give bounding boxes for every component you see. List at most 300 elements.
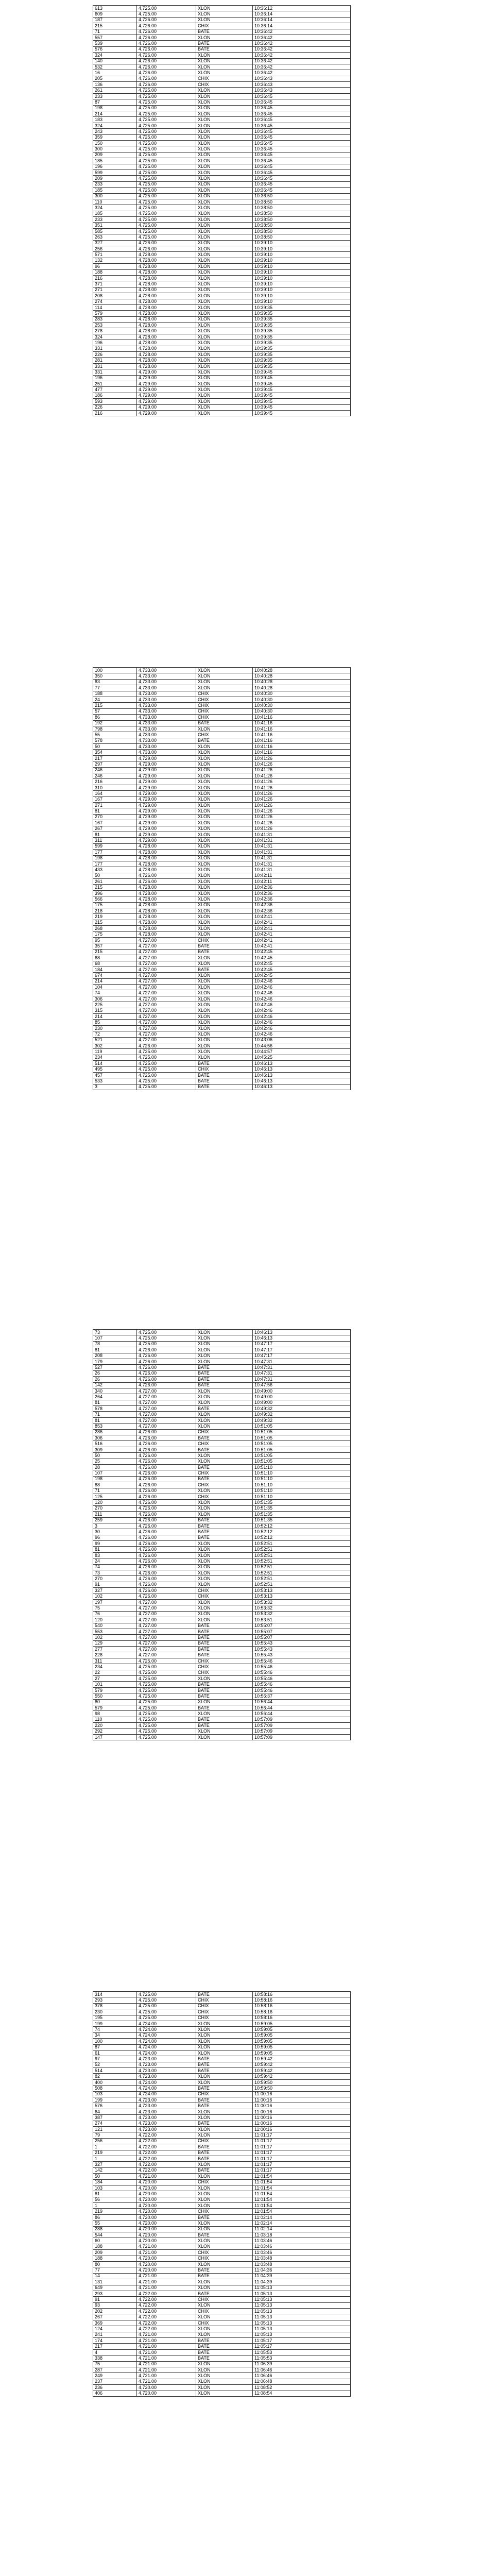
table-row <box>93 761 351 767</box>
volume-cell: 177 <box>93 850 137 855</box>
venue-cell: BATE <box>196 2068 253 2074</box>
venue-cell: XLON <box>196 820 253 826</box>
price-cell: 4,728.00 <box>137 920 196 925</box>
volume-cell: 613 <box>93 6 137 11</box>
price-cell: 4,727.00 <box>137 1020 196 1025</box>
venue-cell: BATE <box>196 1365 253 1370</box>
time-cell: 11:04:39 <box>253 2273 351 2279</box>
volume-cell: 140 <box>93 58 137 64</box>
volume-cell: 228 <box>93 1652 137 1658</box>
volume-cell: 297 <box>93 761 137 767</box>
price-cell: 4,726.00 <box>137 1382 196 1388</box>
table-row <box>93 70 351 76</box>
table-row <box>93 123 351 128</box>
time-cell: 10:59:50 <box>253 2086 351 2091</box>
time-cell: 11:03:18 <box>253 2232 351 2238</box>
venue-cell: CHIX <box>196 937 253 943</box>
price-cell: 4,725.00 <box>137 99 196 105</box>
price-cell: 4,725.00 <box>137 188 196 193</box>
volume-cell: 68 <box>93 961 137 967</box>
table-row <box>93 2162 351 2167</box>
volume-cell: 357 <box>93 943 137 949</box>
volume-cell: 544 <box>93 2232 137 2238</box>
price-cell: 4,726.00 <box>137 1494 196 1499</box>
volume-cell: 209 <box>93 2250 137 2256</box>
volume-cell: 270 <box>93 814 137 820</box>
venue-cell: XLON <box>196 990 253 996</box>
venue-cell: XLON <box>196 323 253 328</box>
volume-cell: 110 <box>93 199 137 205</box>
time-cell: 10:40:30 <box>253 703 351 708</box>
time-cell: 10:59:50 <box>253 2079 351 2085</box>
venue-cell: XLON <box>196 1394 253 1400</box>
volume-cell: 4 <box>93 2349 137 2355</box>
table-row <box>93 2309 351 2314</box>
price-cell: 4,726.00 <box>137 1512 196 1517</box>
venue-cell: CHIX <box>196 2015 253 2021</box>
price-cell: 4,729.00 <box>137 399 196 404</box>
table-row <box>93 2373 351 2379</box>
price-cell: 4,728.00 <box>137 861 196 867</box>
price-cell: 4,727.00 <box>137 1647 196 1652</box>
price-cell: 4,725.00 <box>137 1061 196 1066</box>
venue-cell: XLON <box>196 920 253 925</box>
price-cell: 4,727.00 <box>137 937 196 943</box>
table-row <box>93 1388 351 1394</box>
table-row <box>93 1453 351 1459</box>
volume-cell: 233 <box>93 93 137 99</box>
time-cell: 10:36:45 <box>253 93 351 99</box>
volume-cell: 72 <box>93 1031 137 1037</box>
venue-cell: XLON <box>196 685 253 691</box>
venue-cell: XLON <box>196 2326 253 2332</box>
time-cell: 10:55:43 <box>253 1640 351 1646</box>
venue-cell: BATE <box>196 1529 253 1535</box>
time-cell: 10:52:51 <box>253 1564 351 1570</box>
table-row <box>93 1084 351 1090</box>
volume-cell: 315 <box>93 1008 137 1013</box>
venue-cell: XLON <box>196 404 253 410</box>
table-row <box>93 1664 351 1670</box>
time-cell: 10:42:45 <box>253 955 351 961</box>
time-cell: 10:53:32 <box>253 1605 351 1611</box>
volume-cell: 34 <box>93 2032 137 2038</box>
volume-cell: 167 <box>93 820 137 826</box>
price-cell: 4,725.00 <box>137 205 196 211</box>
price-cell: 4,727.00 <box>137 967 196 972</box>
price-cell: 4,726.00 <box>137 1459 196 1464</box>
volume-cell: 557 <box>93 35 137 40</box>
price-cell: 4,733.00 <box>137 697 196 702</box>
volume-cell: 338 <box>93 2355 137 2361</box>
time-cell: 10:51:10 <box>253 1482 351 1488</box>
table-row <box>93 826 351 832</box>
table-row <box>93 1335 351 1341</box>
price-cell: 4,733.00 <box>137 720 196 726</box>
time-cell: 10:41:16 <box>253 715 351 720</box>
table-row <box>93 2320 351 2326</box>
time-cell: 10:36:45 <box>253 188 351 193</box>
venue-cell: XLON <box>196 246 253 252</box>
table-row <box>93 240 351 246</box>
volume-cell: 457 <box>93 1072 137 1078</box>
volume-cell: 96 <box>93 1535 137 1540</box>
time-cell: 10:45:25 <box>253 1055 351 1060</box>
table-row <box>93 334 351 340</box>
time-cell: 10:39:45 <box>253 410 351 416</box>
venue-cell: XLON <box>196 2379 253 2384</box>
price-cell: 4,727.00 <box>137 996 196 1002</box>
table-row <box>93 1640 351 1646</box>
price-cell: 4,733.00 <box>137 703 196 708</box>
volume-cell: 215 <box>93 920 137 925</box>
venue-cell: XLON <box>196 785 253 790</box>
table-row <box>93 996 351 1002</box>
venue-cell: CHIX <box>196 2209 253 2214</box>
table-row <box>93 176 351 181</box>
table-row <box>93 181 351 187</box>
venue-cell: XLON <box>196 2332 253 2337</box>
venue-cell: XLON <box>196 1347 253 1353</box>
time-cell: 10:57:09 <box>253 1717 351 1722</box>
price-cell: 4,728.00 <box>137 926 196 931</box>
time-cell: 11:00:16 <box>253 2097 351 2103</box>
volume-cell: 571 <box>93 252 137 258</box>
time-cell: 10:55:46 <box>253 1687 351 1693</box>
price-cell: 4,726.00 <box>137 1370 196 1376</box>
table-row <box>93 53 351 58</box>
venue-cell: BATE <box>196 2273 253 2279</box>
time-cell: 10:40:28 <box>253 679 351 685</box>
time-cell: 11:01:17 <box>253 2138 351 2144</box>
volume-cell: 270 <box>93 1505 137 1511</box>
volume-cell: 310 <box>93 785 137 790</box>
venue-cell: BATE <box>196 1072 253 1078</box>
time-cell: 10:38:50 <box>253 217 351 223</box>
table-row <box>93 29 351 35</box>
price-cell: 4,726.00 <box>137 1347 196 1353</box>
price-cell: 4,726.00 <box>137 64 196 70</box>
volume-cell: 287 <box>93 2367 137 2373</box>
venue-cell: BATE <box>196 1435 253 1441</box>
venue-cell: XLON <box>196 1512 253 1517</box>
venue-cell: XLON <box>196 393 253 398</box>
time-cell: 10:39:35 <box>253 328 351 334</box>
price-cell: 4,721.00 <box>137 2379 196 2384</box>
volume-cell: 219 <box>93 914 137 920</box>
price-cell: 4,724.00 <box>137 2050 196 2056</box>
time-cell: 10:36:45 <box>253 181 351 187</box>
time-cell: 10:53:32 <box>253 1599 351 1605</box>
venue-cell: XLON <box>196 1500 253 1505</box>
table-row <box>93 358 351 363</box>
time-cell: 11:01:17 <box>253 2150 351 2156</box>
time-cell: 10:39:35 <box>253 352 351 358</box>
time-cell: 10:36:45 <box>253 123 351 128</box>
venue-cell: XLON <box>196 961 253 967</box>
venue-cell: BATE <box>196 2355 253 2361</box>
table-row <box>93 111 351 117</box>
volume-cell: 306 <box>93 996 137 1002</box>
venue-cell: BATE <box>196 2150 253 2156</box>
price-cell: 4,726.00 <box>137 23 196 29</box>
venue-cell: BATE <box>196 2214 253 2220</box>
price-cell: 4,728.00 <box>137 867 196 873</box>
volume-cell: 215 <box>93 23 137 29</box>
time-cell: 10:51:10 <box>253 1494 351 1499</box>
table-row <box>93 2068 351 2074</box>
time-cell: 10:39:10 <box>253 281 351 287</box>
time-cell: 10:36:42 <box>253 41 351 46</box>
table-row <box>93 985 351 990</box>
price-cell: 4,725.00 <box>137 2015 196 2021</box>
time-cell: 10:39:35 <box>253 316 351 322</box>
volume-cell: 327 <box>93 240 137 246</box>
time-cell: 10:41:16 <box>253 726 351 732</box>
price-cell: 4,724.00 <box>137 2044 196 2050</box>
time-cell: 10:36:45 <box>253 176 351 181</box>
price-cell: 4,726.00 <box>137 1482 196 1488</box>
table-row <box>93 1341 351 1347</box>
venue-cell: XLON <box>196 1002 253 1008</box>
volume-cell: 101 <box>93 1682 137 1687</box>
volume-cell: 237 <box>93 2379 137 2384</box>
venue-cell: XLON <box>196 2221 253 2226</box>
price-cell: 4,720.00 <box>137 2238 196 2244</box>
price-cell: 4,725.00 <box>137 88 196 93</box>
venue-cell: CHIX <box>196 2003 253 2009</box>
table-row <box>93 1635 351 1640</box>
price-cell: 4,725.00 <box>137 211 196 216</box>
price-cell: 4,725.00 <box>137 6 196 11</box>
volume-cell: 80 <box>93 2261 137 2267</box>
volume-cell: 82 <box>93 2074 137 2079</box>
table-row <box>93 2385 351 2391</box>
price-cell: 4,728.00 <box>137 896 196 902</box>
table-row <box>93 1470 351 1476</box>
price-cell: 4,728.00 <box>137 346 196 351</box>
volume-cell: 327 <box>93 2162 137 2167</box>
volume-cell: 185 <box>93 188 137 193</box>
table-row <box>93 2079 351 2085</box>
venue-cell: XLON <box>196 861 253 867</box>
table-row <box>93 973 351 978</box>
time-cell: 10:55:07 <box>253 1623 351 1629</box>
time-cell: 10:36:43 <box>253 82 351 88</box>
time-cell: 11:02:14 <box>253 2214 351 2220</box>
price-cell: 4,726.00 <box>137 70 196 76</box>
volume-cell: 514 <box>93 1061 137 1066</box>
price-cell: 4,727.00 <box>137 1652 196 1658</box>
table-row <box>93 393 351 398</box>
volume-cell: 86 <box>93 2214 137 2220</box>
time-cell: 10:38:50 <box>253 228 351 234</box>
time-cell: 11:05:17 <box>253 2344 351 2349</box>
price-cell: 4,728.00 <box>137 281 196 287</box>
table-row <box>93 1576 351 1582</box>
time-cell: 10:36:14 <box>253 11 351 17</box>
time-cell: 10:52:12 <box>253 1523 351 1529</box>
volume-cell: 293 <box>93 2291 137 2296</box>
volume-cell: 177 <box>93 861 137 867</box>
table-row <box>93 1541 351 1547</box>
time-cell: 10:51:05 <box>253 1441 351 1447</box>
time-cell: 11:01:54 <box>253 2179 351 2185</box>
time-cell: 10:57:09 <box>253 1723 351 1728</box>
venue-cell: XLON <box>196 1008 253 1013</box>
volume-cell: 24 <box>93 1558 137 1564</box>
volume-cell: 578 <box>93 738 137 743</box>
venue-cell: BATE <box>196 2156 253 2161</box>
table-row <box>93 726 351 732</box>
price-cell: 4,725.00 <box>137 181 196 187</box>
time-cell: 10:49:00 <box>253 1400 351 1405</box>
price-cell: 4,726.00 <box>137 879 196 885</box>
time-cell: 11:00:16 <box>253 2115 351 2121</box>
trade-table-3 <box>93 1329 351 1740</box>
time-cell: 10:53:32 <box>253 1611 351 1617</box>
table-row <box>93 1997 351 2003</box>
time-cell: 10:52:51 <box>253 1547 351 1552</box>
time-cell: 10:42:46 <box>253 996 351 1002</box>
venue-cell: BATE <box>196 738 253 743</box>
venue-cell: BATE <box>196 46 253 52</box>
venue-cell: XLON <box>196 1459 253 1464</box>
venue-cell: XLON <box>196 134 253 140</box>
volume-cell: 256 <box>93 246 137 252</box>
venue-cell: XLON <box>196 2314 253 2320</box>
price-cell: 4,728.00 <box>137 293 196 299</box>
table-row <box>93 1599 351 1605</box>
table-row <box>93 1670 351 1675</box>
venue-cell: CHIX <box>196 2138 253 2144</box>
price-cell: 4,725.00 <box>137 1723 196 1728</box>
table-row <box>93 820 351 826</box>
volume-cell: 81 <box>93 832 137 837</box>
venue-cell: BATE <box>196 1640 253 1646</box>
price-cell: 4,720.00 <box>137 2185 196 2191</box>
volume-cell: 50 <box>93 744 137 750</box>
volume-cell: 195 <box>93 2015 137 2021</box>
volume-cell: 264 <box>93 1394 137 1400</box>
venue-cell: XLON <box>196 252 253 258</box>
price-cell: 4,728.00 <box>137 352 196 358</box>
venue-cell: XLON <box>196 1547 253 1552</box>
time-cell: 11:00:16 <box>253 2109 351 2114</box>
time-cell: 11:06:46 <box>253 2367 351 2373</box>
time-cell: 11:06:39 <box>253 2361 351 2367</box>
venue-cell: CHIX <box>196 1658 253 1664</box>
price-cell: 4,723.00 <box>137 2121 196 2126</box>
volume-cell: 576 <box>93 2103 137 2109</box>
time-cell: 10:56:37 <box>253 1693 351 1699</box>
price-cell: 4,727.00 <box>137 1037 196 1043</box>
volume-cell: 351 <box>93 223 137 228</box>
time-cell: 10:42:46 <box>253 990 351 996</box>
price-cell: 4,722.00 <box>137 2138 196 2144</box>
table-row <box>93 2291 351 2296</box>
volume-cell: 142 <box>93 1382 137 1388</box>
price-cell: 4,729.00 <box>137 404 196 410</box>
volume-cell: 350 <box>93 673 137 679</box>
table-row <box>93 791 351 796</box>
price-cell: 4,726.00 <box>137 1523 196 1529</box>
price-cell: 4,725.00 <box>137 1335 196 1341</box>
table-row <box>93 1406 351 1412</box>
price-cell: 4,728.00 <box>137 850 196 855</box>
time-cell: 10:53:51 <box>253 1617 351 1623</box>
price-cell: 4,728.00 <box>137 252 196 258</box>
volume-cell: 187 <box>93 17 137 23</box>
table-row <box>93 1447 351 1452</box>
time-cell: 10:41:31 <box>253 843 351 849</box>
volume-cell: 230 <box>93 2009 137 2015</box>
volume-cell: 71 <box>93 29 137 35</box>
time-cell: 10:51:05 <box>253 1459 351 1464</box>
volume-cell: 309 <box>93 1447 137 1452</box>
price-cell: 4,725.00 <box>137 1658 196 1664</box>
venue-cell: XLON <box>196 70 253 76</box>
venue-cell: XLON <box>196 1488 253 1494</box>
volume-cell: 1 <box>93 2144 137 2150</box>
table-row <box>93 2050 351 2056</box>
table-row <box>93 211 351 216</box>
time-cell: 11:04:36 <box>253 2267 351 2273</box>
price-cell: 4,720.00 <box>137 2221 196 2226</box>
time-cell: 10:41:31 <box>253 850 351 855</box>
time-cell: 10:42:41 <box>253 937 351 943</box>
volume-cell: 406 <box>93 2391 137 2396</box>
volume-cell: 249 <box>93 2373 137 2379</box>
time-cell: 11:06:46 <box>253 2373 351 2379</box>
time-cell: 10:41:31 <box>253 861 351 867</box>
time-cell: 10:36:42 <box>253 70 351 76</box>
volume-cell: 286 <box>93 1429 137 1435</box>
time-cell: 10:43:06 <box>253 1037 351 1043</box>
table-row <box>93 867 351 873</box>
venue-cell: XLON <box>196 2115 253 2121</box>
table-row <box>93 46 351 52</box>
venue-cell: XLON <box>196 410 253 416</box>
volume-cell: 234 <box>93 1055 137 1060</box>
table-row <box>93 2032 351 2038</box>
price-cell: 4,725.00 <box>137 164 196 170</box>
price-cell: 4,720.00 <box>137 2261 196 2267</box>
time-cell: 10:36:12 <box>253 6 351 11</box>
price-cell: 4,725.00 <box>137 1078 196 1084</box>
price-cell: 4,720.00 <box>137 2203 196 2209</box>
table-row <box>93 796 351 802</box>
time-cell: 10:36:43 <box>253 88 351 93</box>
time-cell: 11:02:14 <box>253 2221 351 2226</box>
table-row <box>93 1459 351 1464</box>
time-cell: 10:41:16 <box>253 750 351 755</box>
time-cell: 10:47:56 <box>253 1382 351 1388</box>
table-row <box>93 873 351 878</box>
time-cell: 10:42:41 <box>253 943 351 949</box>
price-cell: 4,733.00 <box>137 726 196 732</box>
volume-cell: 271 <box>93 802 137 808</box>
venue-cell: XLON <box>196 826 253 832</box>
volume-cell: 241 <box>93 2332 137 2337</box>
venue-cell: XLON <box>196 890 253 896</box>
venue-cell: XLON <box>196 838 253 843</box>
time-cell: 10:36:42 <box>253 29 351 35</box>
trade-table-body <box>93 6 351 416</box>
time-cell: 10:39:10 <box>253 264 351 269</box>
price-cell: 4,725.00 <box>137 2003 196 2009</box>
time-cell: 10:39:45 <box>253 387 351 393</box>
